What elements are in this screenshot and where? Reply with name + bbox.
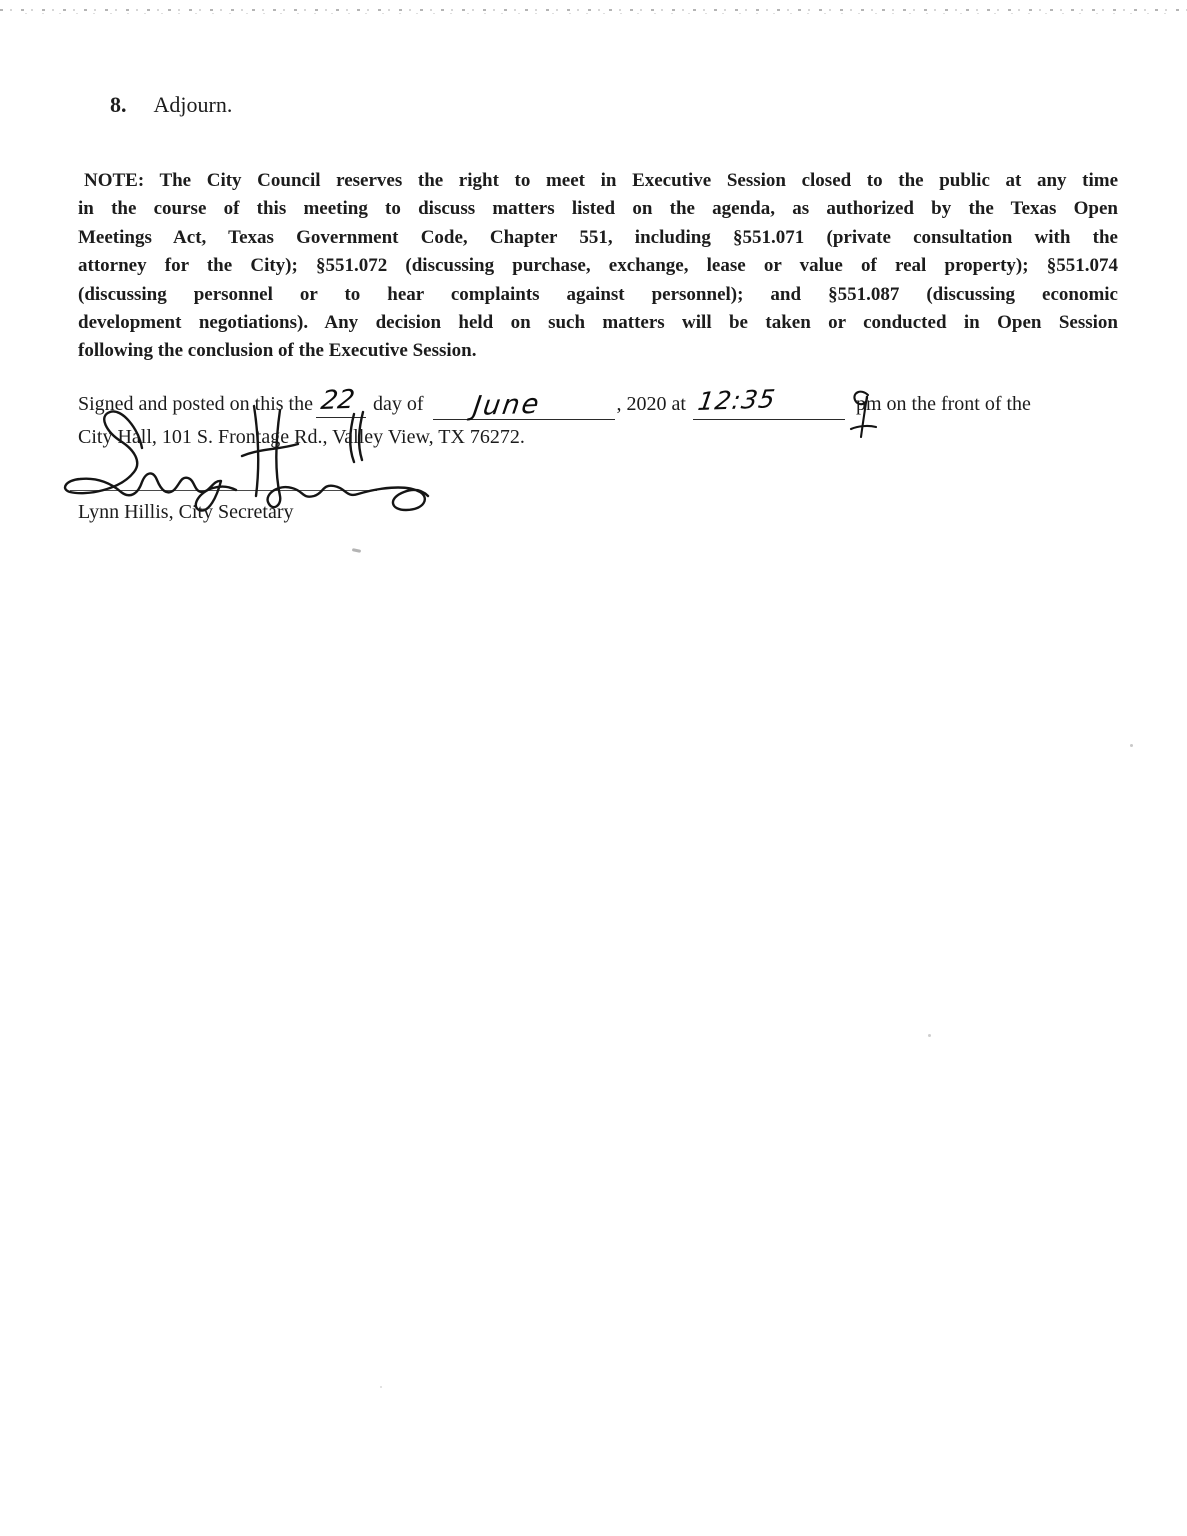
scan-speck xyxy=(352,548,361,553)
time-blank-line xyxy=(693,384,845,420)
posting-prefix: Signed and posted on this the xyxy=(78,393,313,415)
handwritten-time: 12:35 xyxy=(695,384,778,416)
signer-name-title: Lynn Hillis, City Secretary xyxy=(78,501,294,523)
month-blank-line xyxy=(433,388,615,422)
posting-year-at: , 2020 at xyxy=(616,393,686,415)
posting-day-of: day of xyxy=(372,393,424,415)
posting-suffix-wrap xyxy=(856,393,1031,416)
handwritten-month: June xyxy=(470,388,543,422)
handwritten-day: 22 xyxy=(318,384,357,416)
note-line: development negotiations). Any decision held on such matters will be taken or conducted in Open Session xyxy=(78,312,1118,334)
note-line: NOTE: The City Council reserves the right to meet in Executive Session closed to the public at any time xyxy=(84,170,1118,191)
posting-suffix: pm on the front of the xyxy=(855,393,1031,415)
note-line: in the course of this meeting to discuss matters listed on the agenda, as authorized by the Texas Open xyxy=(78,198,1118,220)
posting-address-line: City Hall, 101 S. Frontage Rd., Valley View, TX 76272. xyxy=(78,426,525,448)
scan-speck xyxy=(1130,744,1133,747)
executive-session-note xyxy=(78,167,1118,366)
agenda-item-number: 8. xyxy=(110,92,127,117)
scan-artifact-top-edge xyxy=(0,9,1187,11)
agenda-item-adjourn xyxy=(110,92,232,118)
scan-speck xyxy=(380,1386,382,1388)
note-line: following the conclusion of the Executive Session. xyxy=(78,340,477,362)
agenda-item-title: Adjourn. xyxy=(153,92,233,117)
note-line: Meetings Act, Texas Government Code, Chapter 551, including §551.071 (private consultation with the xyxy=(78,226,1118,248)
note-line: attorney for the City); §551.072 (discussing purchase, exchange, lease or value of real property); §551.074 xyxy=(78,255,1118,277)
note-line: (discussing personnel or to hear complaints against personnel); and §551.087 (discussing economic xyxy=(78,283,1118,305)
scan-speck xyxy=(928,1034,931,1037)
